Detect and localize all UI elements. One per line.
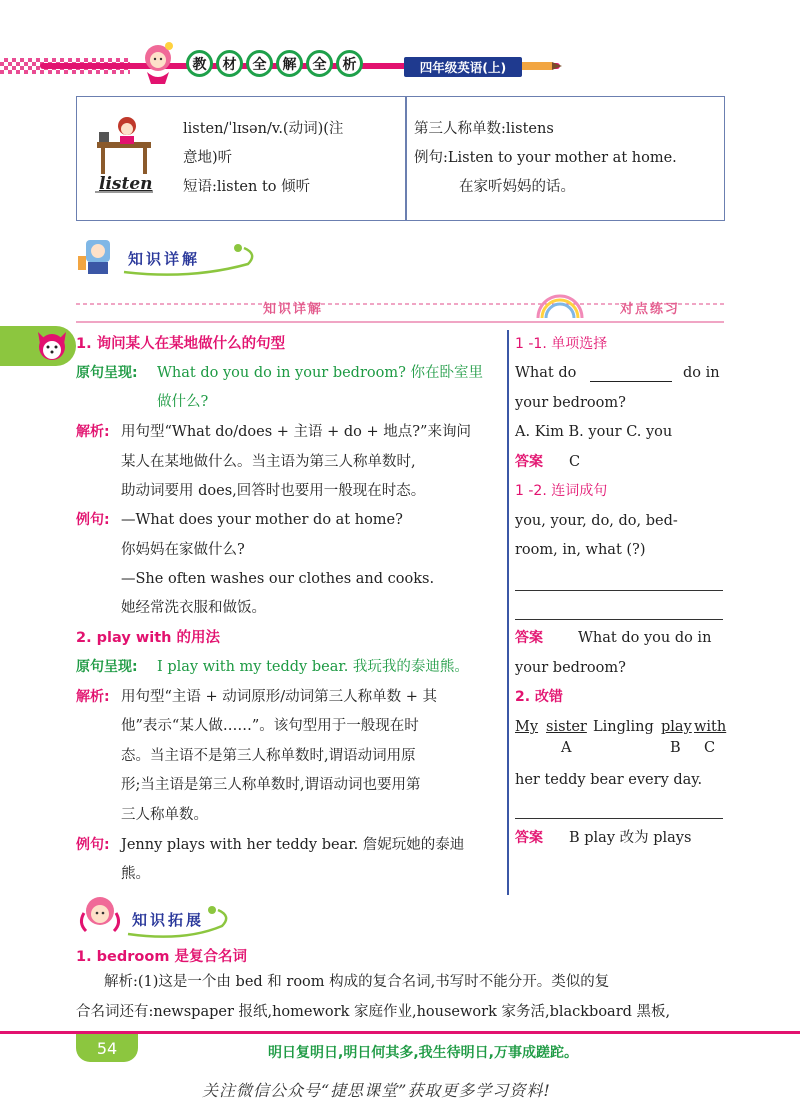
error-mark-b: B bbox=[670, 740, 681, 756]
example-text: 你妈妈在家做什么? bbox=[121, 542, 245, 558]
source-sentence: I play with my teddy bear. 我玩我的泰迪熊。 bbox=[157, 659, 469, 675]
example-text: 熊。 bbox=[121, 866, 150, 882]
student-mascot-icon bbox=[76, 236, 126, 276]
expand-title: 1. bedroom 是复合名词 bbox=[76, 949, 247, 965]
exercise-text: her teddy bear every day. bbox=[515, 772, 703, 788]
analysis-text: 助动词要用 does,回答时也要用一般现在时态。 bbox=[121, 483, 426, 499]
title-char: 教 bbox=[186, 50, 213, 77]
column-header-detail: 知识详解 bbox=[263, 302, 324, 317]
expand-text: 解析:(1)这是一个由 bed 和 room 构成的复合名词,书写时不能分开。类似的复 bbox=[104, 974, 610, 990]
title-char: 析 bbox=[336, 50, 363, 77]
grade-label: 四年级英语(上) bbox=[404, 57, 522, 77]
example-label: 例句: bbox=[76, 837, 110, 853]
column-header-practice: 对点练习 bbox=[620, 302, 681, 317]
page-number: 54 bbox=[76, 1034, 138, 1062]
section2-title: 2. play with 的用法 bbox=[76, 630, 221, 646]
source-label: 原句呈现: bbox=[76, 365, 138, 381]
answer-text: B play 改为 plays bbox=[569, 830, 692, 846]
source-sentence: 做什么? bbox=[157, 394, 209, 410]
error-word-a: My bbox=[515, 719, 539, 735]
example-text: 她经常洗衣服和做饭。 bbox=[121, 600, 266, 616]
vocab-definition: listen/ˈlɪsən/v.(动词)(注 bbox=[183, 121, 344, 137]
exercise-text: room, in, what (?) bbox=[515, 542, 646, 558]
answer-label: 答案 bbox=[515, 830, 543, 846]
answer-line[interactable] bbox=[515, 590, 723, 591]
section-tag-detail: 知识详解 bbox=[128, 250, 201, 268]
answer-label: 答案 bbox=[515, 454, 543, 470]
example-text: Jenny plays with her teddy bear. 詹妮玩她的泰迪 bbox=[121, 837, 465, 853]
section-tag-expand: 知识拓展 bbox=[132, 911, 205, 929]
analysis-text: 某人在某地做什么。当主语为第三人称单数时, bbox=[121, 454, 416, 470]
answer-text: C bbox=[569, 454, 581, 470]
title-char: 材 bbox=[216, 50, 243, 77]
error-mark-c: C bbox=[704, 740, 716, 756]
answer-line[interactable] bbox=[515, 619, 723, 620]
pencil-icon bbox=[522, 60, 562, 72]
answer-line[interactable] bbox=[515, 818, 723, 819]
vocab-definition: 意地)听 bbox=[183, 150, 233, 166]
vocab-example-translation: 在家听妈妈的话。 bbox=[459, 179, 575, 195]
exercise-2-title: 2. 改错 bbox=[515, 689, 563, 705]
watermark-text: 关注微信公众号“捷思课堂”获取更多学习资料! bbox=[202, 1081, 551, 1100]
exercise-options: A. Kim B. your C. you bbox=[515, 424, 673, 440]
error-sentence-word: Lingling bbox=[593, 719, 654, 735]
book-title bbox=[186, 50, 363, 77]
answer-label: 答案 bbox=[515, 630, 543, 646]
analysis-text: 态。当主语不是第三人称单数时,谓语动词用原 bbox=[121, 748, 416, 764]
example-label: 例句: bbox=[76, 512, 110, 528]
analysis-label: 解析: bbox=[76, 689, 110, 705]
answer-text: your bedroom? bbox=[515, 660, 626, 676]
column-divider bbox=[507, 330, 509, 895]
error-word-b: play bbox=[661, 719, 692, 735]
exercise-text: you, your, do, do, bed- bbox=[515, 513, 678, 529]
exercise-1-2-title: 1 -2. 连词成句 bbox=[515, 483, 608, 499]
analysis-text: 他”表示“某人做……”。该句型用于一般现在时 bbox=[121, 718, 419, 734]
error-mark-a: A bbox=[561, 740, 572, 756]
expand-text: 合名词还有:newspaper 报纸,homework 家庭作业,housework 家务活,blackboard 黑板, bbox=[76, 1004, 671, 1020]
tag-swoosh bbox=[120, 240, 260, 276]
analysis-text: 用句型“主语 + 动词原形/动词第三人称单数 + 其 bbox=[121, 689, 438, 705]
vocab-third-person: 第三人称单数:listens bbox=[414, 121, 554, 137]
source-label: 原句呈现: bbox=[76, 659, 138, 675]
vocab-divider bbox=[405, 96, 407, 221]
exercise-text: What do bbox=[515, 365, 577, 381]
header-checker-pattern bbox=[0, 58, 130, 74]
section1-title: 1. 询问某人在某地做什么的句型 bbox=[76, 336, 286, 352]
answer-text: What do you do in bbox=[578, 630, 712, 646]
example-text: —She often washes our clothes and cooks. bbox=[121, 571, 435, 587]
exercise-1-1-title: 1 -1. 单项选择 bbox=[515, 336, 608, 352]
footer-motto: 明日复明日,明日何其多,我生待明日,万事成蹉跎。 bbox=[268, 1045, 578, 1061]
analysis-label: 解析: bbox=[76, 424, 110, 440]
tag-swoosh bbox=[124, 902, 264, 938]
fox-mascot-icon bbox=[34, 328, 70, 364]
title-char: 全 bbox=[306, 50, 333, 77]
word-image-label: listen bbox=[99, 174, 153, 194]
error-word-a: sister bbox=[546, 719, 587, 735]
analysis-text: 三人称单数。 bbox=[121, 807, 208, 823]
exercise-text: do in bbox=[683, 365, 720, 381]
vocab-example: 例句:Listen to your mother at home. bbox=[414, 150, 677, 166]
title-char: 解 bbox=[276, 50, 303, 77]
error-word-c: with bbox=[694, 719, 727, 735]
girl-mascot-icon bbox=[76, 893, 126, 935]
analysis-text: 形;当主语是第三人称单数时,谓语动词也要用第 bbox=[121, 777, 421, 793]
answer-blank[interactable] bbox=[590, 381, 672, 382]
girl-mascot-icon bbox=[135, 38, 181, 84]
analysis-text: 用句型“What do/does + 主语 + do + 地点?”来询问 bbox=[121, 424, 471, 440]
exercise-text: your bedroom? bbox=[515, 395, 626, 411]
vocab-phrase: 短语:listen to 倾听 bbox=[183, 179, 311, 195]
title-char: 全 bbox=[246, 50, 273, 77]
source-sentence: What do you do in your bedroom? 你在卧室里 bbox=[157, 365, 483, 381]
example-text: —What does your mother do at home? bbox=[121, 512, 403, 528]
